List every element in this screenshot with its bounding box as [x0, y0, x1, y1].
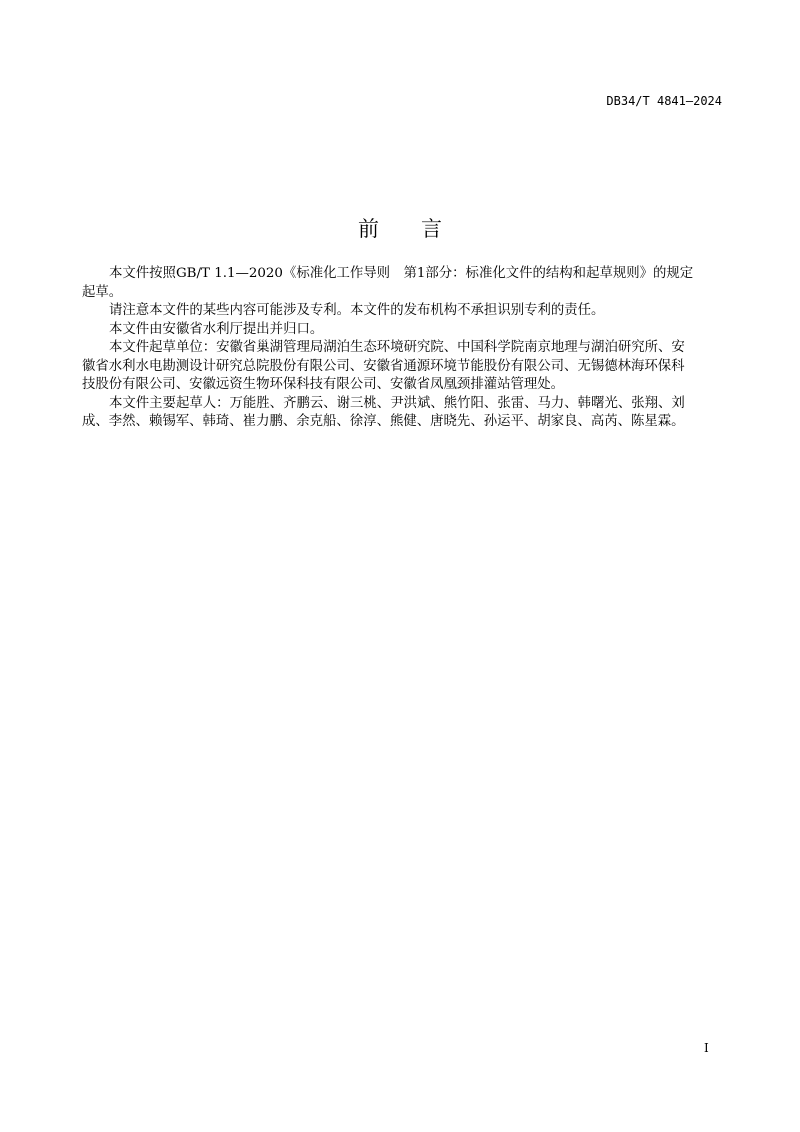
- paragraph-line: 徽省水利水电勘测设计研究总院股份有限公司、安徽省通源环境节能股份有限公司、无锡德林海环保科: [82, 358, 685, 374]
- paragraph-proposer: [82, 321, 724, 340]
- paragraph-line: 本文件按照GB/T 1.1—2020《标准化工作导则 第1部分：标准化文件的结构和起草规则》的规定: [109, 266, 694, 281]
- page-number: I: [704, 1041, 709, 1055]
- paragraph-line: 技股份有限公司、安徽远资生物环保科技有限公司、安徽省凤凰颈排灌站管理处。: [82, 377, 565, 392]
- page-title: [0, 213, 800, 243]
- foreword-body: [82, 265, 724, 432]
- paragraph-line: 本文件由安徽省水利厅提出并归口。: [109, 321, 324, 337]
- title-char-2: 言: [421, 217, 442, 242]
- paragraph-patent-notice: [82, 302, 724, 321]
- document-code: DB34/T 4841—2024: [606, 94, 722, 108]
- paragraph-drafters: [82, 395, 724, 432]
- paragraph-line: 本文件主要起草人：万能胜、齐鹏云、谢三桃、尹洪斌、熊竹阳、张雷、马力、韩曙光、张翔、刘: [109, 395, 685, 411]
- title-char-1: 前: [358, 217, 379, 242]
- paragraph-line: 成、李然、赖锡军、韩琦、崔力鹏、余克船、徐淳、熊健、唐晓先、孙运平、胡家良、高芮、陈星霖。: [82, 414, 685, 429]
- paragraph-line: 本文件起草单位：安徽省巢湖管理局湖泊生态环境研究院、中国科学院南京地理与湖泊研究所、安: [109, 340, 685, 355]
- paragraph-line: 起草。: [82, 284, 123, 300]
- paragraph-drafting-units: [82, 339, 724, 395]
- paragraph-drafting-rules: [82, 265, 724, 302]
- paragraph-line: 请注意本文件的某些内容可能涉及专利。本文件的发布机构不承担识别专利的责任。: [109, 303, 605, 318]
